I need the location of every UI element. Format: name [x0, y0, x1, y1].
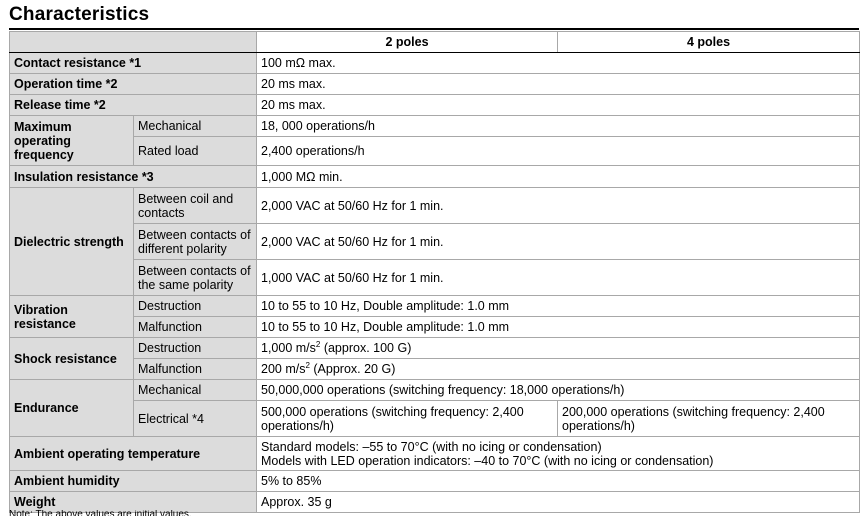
table-row — [10, 317, 860, 338]
table-row — [10, 338, 860, 359]
endurance-electrical-4p-value — [558, 401, 860, 437]
table-row — [10, 471, 860, 492]
endurance-mechanical-value: 50,000,000 operations (switching frequency: 18,000 operations/h) — [257, 380, 860, 401]
insulation-label: Insulation resistance *3 — [10, 166, 257, 188]
operation-time-label: Operation time *2 — [10, 74, 257, 95]
shock-destruction-label: Destruction — [134, 338, 257, 359]
dielectric-same-label: Between contacts of the same polarity — [134, 260, 257, 296]
insulation-value: 1,000 MΩ min. — [257, 166, 860, 188]
endurance-electrical-4p-line2: operations/h) — [562, 418, 635, 433]
max-frequency-rated-label: Rated load — [134, 137, 257, 166]
table-row — [10, 260, 860, 296]
shock-malfunction-value-main: 200 m/s — [261, 362, 306, 376]
endurance-electrical-4p-line1: 200,000 operations (switching frequency: 2,400 — [562, 404, 825, 419]
shock-malfunction-label: Malfunction — [134, 359, 257, 380]
release-time-value: 20 ms max. — [257, 95, 860, 116]
shock-malfunction-value-sup: 2 — [305, 360, 310, 370]
dielectric-coil-value: 2,000 VAC at 50/60 Hz for 1 min. — [257, 188, 860, 224]
section-title: Characteristics — [9, 4, 150, 25]
header-blank-cell — [10, 32, 257, 53]
table-row — [10, 437, 860, 471]
max-frequency-mechanical-value: 18, 000 operations/h — [257, 116, 860, 137]
vibration-malfunction-value: 10 to 55 to 10 Hz, Double amplitude: 1.0 mm — [257, 317, 860, 338]
dielectric-coil-label: Between coil and contacts — [134, 188, 257, 224]
contact-resistance-value: 100 mΩ max. — [257, 53, 860, 74]
shock-destruction-value — [257, 338, 860, 359]
table-row — [10, 137, 860, 166]
table-row — [10, 401, 860, 437]
header-4-poles: 4 poles — [558, 32, 860, 53]
endurance-electrical-2p-line2: operations/h) — [261, 418, 334, 433]
dielectric-label: Dielectric strength — [10, 188, 134, 296]
shock-malfunction-value — [257, 359, 860, 380]
max-frequency-rated-value: 2,400 operations/h — [257, 137, 860, 166]
dielectric-diff-value: 2,000 VAC at 50/60 Hz for 1 min. — [257, 224, 860, 260]
humidity-label: Ambient humidity — [10, 471, 257, 492]
table-row — [10, 359, 860, 380]
vibration-destruction-value: 10 to 55 to 10 Hz, Double amplitude: 1.0 mm — [257, 296, 860, 317]
table-row — [10, 74, 860, 95]
endurance-electrical-2p-value — [257, 401, 558, 437]
table-row — [10, 166, 860, 188]
table-row — [10, 95, 860, 116]
vibration-label: Vibration resistance — [10, 296, 134, 338]
dielectric-same-value: 1,000 VAC at 50/60 Hz for 1 min. — [257, 260, 860, 296]
vibration-destruction-label: Destruction — [134, 296, 257, 317]
humidity-value: 5% to 85% — [257, 471, 860, 492]
table-row — [10, 188, 860, 224]
ambient-temp-value — [257, 437, 860, 471]
table-row — [10, 224, 860, 260]
endurance-electrical-2p-line1: 500,000 operations (switching frequency: 2,400 — [261, 404, 524, 419]
footnote: Note: The above values are initial values. — [9, 510, 192, 516]
weight-label: Weight — [10, 492, 257, 513]
header-2-poles: 2 poles — [257, 32, 558, 53]
table-row — [10, 53, 860, 74]
table-row — [10, 296, 860, 317]
title-rule — [9, 28, 859, 30]
release-time-label: Release time *2 — [10, 95, 257, 116]
endurance-label: Endurance — [10, 380, 134, 437]
contact-resistance-label: Contact resistance *1 — [10, 53, 257, 74]
ambient-temp-line1: Standard models: –55 to 70°C (with no icing or condensation) — [261, 439, 602, 454]
ambient-temp-line2: Models with LED operation indicators: –40 to 70°C (with no icing or condensation) — [261, 453, 714, 468]
table-row — [10, 116, 860, 137]
max-frequency-label: Maximum operating frequency — [10, 116, 134, 166]
characteristics-table — [9, 31, 860, 513]
shock-destruction-value-sup: 2 — [315, 339, 321, 349]
operation-time-value: 20 ms max. — [257, 74, 860, 95]
vibration-malfunction-label: Malfunction — [134, 317, 257, 338]
shock-label: Shock resistance — [10, 338, 134, 380]
endurance-electrical-label: Electrical *4 — [134, 401, 257, 437]
shock-destruction-value-main: 1,000 m/s — [261, 341, 316, 355]
ambient-temp-label: Ambient operating temperature — [10, 437, 257, 471]
endurance-mechanical-label: Mechanical — [134, 380, 257, 401]
table-row — [10, 380, 860, 401]
header-row — [10, 32, 860, 53]
max-frequency-mechanical-label: Mechanical — [134, 116, 257, 137]
shock-destruction-value-rest: (approx. 100 G) — [320, 341, 412, 355]
weight-value: Approx. 35 g — [257, 492, 860, 513]
shock-malfunction-value-rest: (Approx. 20 G) — [309, 362, 396, 376]
dielectric-diff-label: Between contacts of different polarity — [134, 224, 257, 260]
